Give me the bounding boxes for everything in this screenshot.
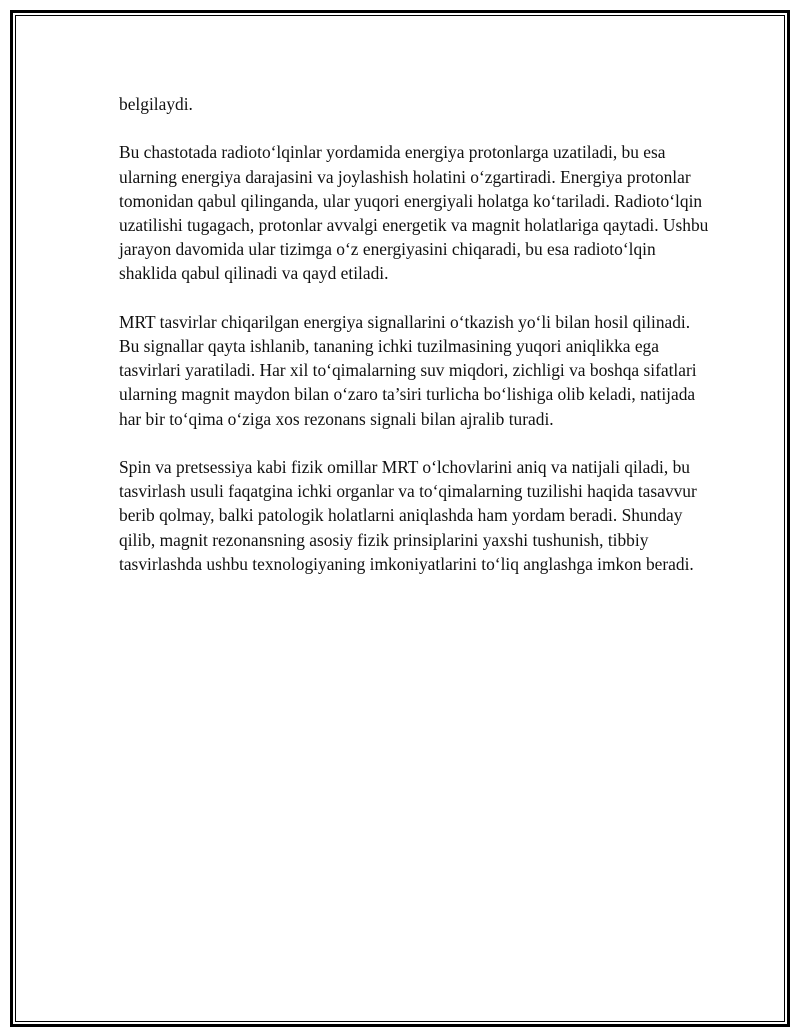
paragraph-4: Spin va pretsessiya kabi fizik omillar MRT o‘lchovlarini aniq va natijali qiladi, bu tasvirlash usuli faqatgina ichki organlar va to‘qimalarning tuzilishi haqida tasavvur berib qolmay, balki patologik holatlarni aniqlashda ham yordam beradi. Shunday qilib, magnit rezonansning asosiy fizik prinsiplarini yaxshi tushunish, tibbiy tasvirlashda ushbu texnologiyaning imkoniyatlarini to‘liq anglashga imkon beradi. — [119, 457, 697, 574]
paragraph-2: Bu chastotada radioto‘lqinlar yordamida energiya protonlarga uzatiladi, bu esa ularning energiya darajasini va joylashish holatini o‘zgartiradi. Energiya protonlar tomonidan qabul qilinganda, ular yuqori energiyali holatga ko‘tariladi. Radioto‘lqin uzatilishi tugagach, protonlar avvalgi energetik va magnit holatlariga qaytadi. Ushbu jarayon davomida ular tizimga o‘z energiyasini chiqaradi, bu esa radioto‘lqin shaklida qabul qilinadi va qayd etiladi. — [119, 142, 709, 284]
paragraph-3: MRT tasvirlar chiqarilgan energiya signallarini o‘tkazish yo‘li bilan hosil qilinadi. Bu signallar qayta ishlanib, tananing ichki tuzilmasining yuqori aniqlikka ega tasvirlari yaratiladi. Har xil to‘qimalarning suv miqdori, zichligi va boshqa sifatlari ularning magnit maydon bilan o‘zaro ta’siri turlicha bo‘lishiga olib keladi, natijada har bir to‘qima o‘ziga xos rezonans signali bilan ajralib turadi. — [119, 311, 697, 429]
document-body — [119, 92, 709, 600]
paragraph-1: belgilaydi. — [119, 94, 193, 114]
page-frame — [10, 10, 790, 1027]
